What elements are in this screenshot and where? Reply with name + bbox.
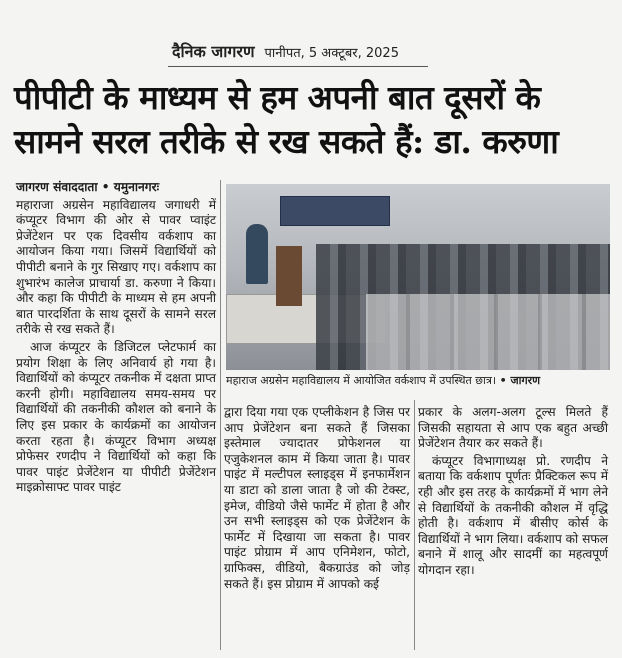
photo-podium xyxy=(276,246,302,306)
headline-line-1: पीपीटी के माध्यम से हम अपनी बात दूसरों के xyxy=(14,78,541,117)
masthead-rule xyxy=(168,66,428,67)
caption-text: महाराज अग्रसेन महाविद्यालय में आयोजित वर्कशाप में उपस्थित छात्र। xyxy=(226,374,497,387)
paragraph: द्वारा दिया गया एक एप्लीकेशन है जिस पर आप प्रेजेंटेशन बना सकते हैं जिसका इस्तेमाल ज्यादातर प्रोफेशनल या एजुकेशनल काम में किया जाता है। पावर पाइंट में मल्टीपल स्लाइड्स में इनफार्मेशन या डाटा को डाला जाता है जो की टेक्स्ट, इमेज, वीडियो जैसे फार्मेट में होता है और उन सभी स्लाइड्स को एक प्रेजेंटेशन के फार्मेट में दिखाया जा सकता है। पावर पाइंट प्रोग्राम में आप एनिमेशन, फोटो, ग्राफिक्स, वीडियो, बैकग्राउंड को जोड़ सकते हैं। इस प्रोग्राम में आपको कई xyxy=(224,405,410,591)
byline: जागरण संवाददाता • यमुनानगरः xyxy=(16,180,160,194)
photo-banner xyxy=(280,196,390,226)
masthead xyxy=(172,40,399,66)
photo-desks xyxy=(366,294,610,370)
headline xyxy=(14,76,614,164)
article-column-2 xyxy=(224,405,410,594)
event-photo xyxy=(226,184,610,370)
column-divider xyxy=(414,400,415,650)
article-column-1 xyxy=(16,180,216,498)
photo-caption xyxy=(226,372,610,390)
paragraph: कंप्यूटर विभागाध्यक्ष प्रो. रणदीप ने बताया कि वर्कशाप पूर्णतः प्रैक्टिकल रूप में रही और इस तरह के कार्यक्रमों में भाग लेने से विद्यार्थियों के तकनीकी कौशल में वृद्धि होती है। वर्कशाप में बीसीए कोर्स के विद्यार्थियों ने भाग लिया। वर्कशाप को सफल बनाने में शालू और सादमीं का महत्वपूर्ण योगदान रहा। xyxy=(418,453,608,577)
headline-line-2: सामने सरल तरीके से रख सकते हैं: डा. करुणा xyxy=(14,122,559,161)
article-column-3 xyxy=(418,405,608,581)
caption-credit: • जागरण xyxy=(499,374,541,387)
column-divider xyxy=(220,180,221,650)
paragraph: प्रकार के अलग-अलग टूल्स मिलते हैं जिसकी सहायता से आप एक बहुत अच्छी प्रेजेंटेशन तैयार कर सकते हैं। xyxy=(418,405,608,451)
photo-speaker xyxy=(246,224,268,284)
paragraph: आज कंप्यूटर के डिजिटल प्लेटफार्म का प्रयोग शिक्षा के लिए अनिवार्य हो गया है। विद्यार्थियों को कंप्यूटर तकनीक में दक्षता प्राप्त करनी होगी। महाविद्यालय समय-समय पर विद्यार्थियों की तकनीकी कौशल को बनाने के लिए इस प्रकार के कार्यक्रमों का आयोजन करता रहता है। कंप्यूटर विभाग अध्यक्ष प्रोफेसर रणदीप ने विद्यार्थियों को कहा कि पावर पाइंट प्रेजेंटेशन या पीपीटी प्रेजेंटेशन माइक्रोसाफ्ट पावर पाइंट xyxy=(16,339,216,495)
dateline: पानीपत, 5 अक्टूबर, 2025 xyxy=(264,46,399,61)
paragraph: महाराजा अग्रसेन महाविद्यालय जगाधरी में कंप्यूटर विभाग की ओर से पावर प्वाइंट प्रेजेंटेशन पर एक दिवसीय वर्कशाप का आयोजन किया गया। जिसमें विद्यार्थियों को पीपीटी बनाने के गुर सिखाए गए। वर्कशाप का शुभारंभ कालेज प्राचार्या डा. करुणा ने किया। और कहा कि पीपीटी के माध्यम से हम अपनी बात पारदर्शिता के साथ दूसरों के सामने सरल तरीके से रख सकते हैं। xyxy=(16,197,216,337)
newspaper-name: दैनिक जागरण xyxy=(172,42,255,61)
